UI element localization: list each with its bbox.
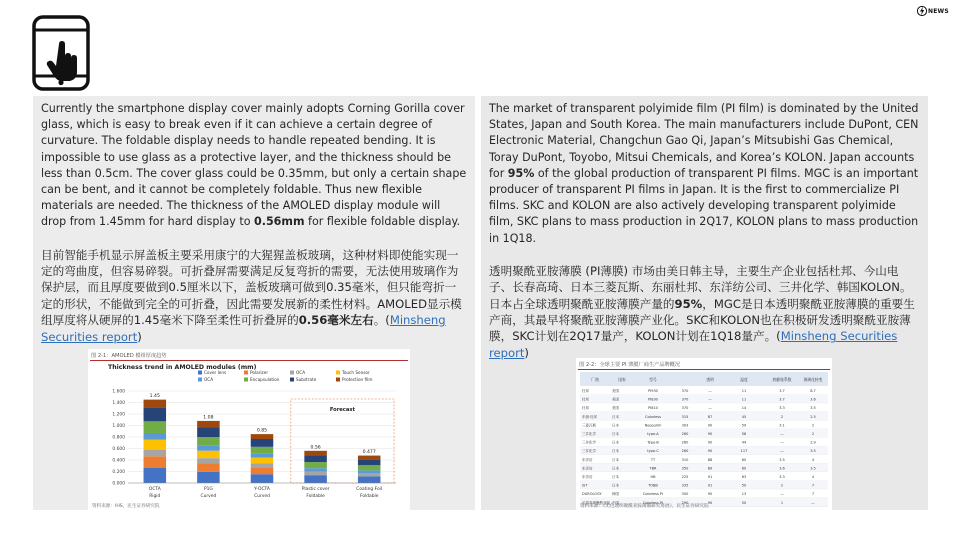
table-cell: 88 bbox=[707, 457, 713, 462]
bar-segment bbox=[144, 456, 167, 468]
table-header-cell: 国家 bbox=[618, 377, 626, 382]
table-cell: 11 bbox=[741, 389, 747, 393]
bar-segment bbox=[358, 459, 381, 465]
bar-segment bbox=[251, 467, 274, 474]
table-cell: 3.5 bbox=[810, 449, 816, 454]
y-tick-label: 1.400 bbox=[112, 401, 125, 407]
table-cell: 东洋纺 bbox=[582, 475, 593, 479]
lightning-icon bbox=[917, 5, 927, 17]
bar-segment bbox=[197, 458, 220, 463]
bar-segment bbox=[144, 400, 167, 408]
legend-label: Substrate bbox=[296, 377, 317, 382]
bar-segment bbox=[197, 446, 220, 451]
table-cell: 89 bbox=[707, 466, 713, 471]
pi-film-table-figure bbox=[576, 358, 832, 511]
table-cell: 日本 bbox=[612, 414, 619, 419]
forecast-label: Forecast bbox=[329, 407, 355, 413]
table-cell: 63 bbox=[741, 475, 747, 479]
table-cell: Colorless PI bbox=[642, 500, 664, 505]
bar-segment bbox=[197, 472, 220, 483]
y-tick-label: 1.200 bbox=[112, 412, 125, 418]
table-cell: 2.9 bbox=[810, 440, 816, 445]
table-cell: 50 bbox=[741, 483, 747, 488]
table-cell: 三井化学 bbox=[582, 432, 596, 436]
table-cell: 韩国 bbox=[612, 492, 619, 497]
table-cell: 杜邦 bbox=[582, 406, 589, 411]
table-cell: 3.6 bbox=[779, 466, 785, 471]
bar-value-label: 1.45 bbox=[149, 394, 160, 400]
figure-caption: 图 2-1：AMOLED 模组厚度趋势 bbox=[91, 353, 167, 359]
x-category-label: Y-OCTA bbox=[254, 487, 270, 492]
legend-swatch bbox=[336, 378, 340, 382]
y-tick-label: 0.400 bbox=[112, 458, 125, 464]
bar-segment bbox=[304, 468, 327, 471]
table-cell: 90 bbox=[707, 500, 713, 505]
table-cell: — bbox=[780, 492, 784, 497]
table-cell: 美国 bbox=[612, 389, 619, 393]
legend-swatch bbox=[290, 378, 294, 382]
table-cell: 美国 bbox=[612, 397, 619, 402]
table-cell: 东洋纺 bbox=[582, 457, 593, 462]
chart-title: Thickness trend in AMOLED modules (mm) bbox=[108, 364, 257, 371]
amoled-thickness-figure bbox=[88, 349, 410, 511]
x-category-label: OCTA bbox=[148, 487, 161, 492]
table-cell: 315 bbox=[681, 414, 689, 419]
table-cell: 87 bbox=[707, 414, 713, 419]
legend-label: Cover lens bbox=[204, 370, 227, 375]
table-cell: — bbox=[780, 432, 784, 436]
table-header-cell: 透明 bbox=[706, 377, 714, 382]
left-chinese-paragraph: 目前智能手机显示屏盖板主要采用康宁的大猩猩盖板玻璃，这种材料即使能实现一定的弯曲度，但容易碎裂。可折叠屏需要满足反复弯折的需要，无法使用玻璃作为保护层，而且厚度要做到0.5厘米以下，盖板玻璃可做到0.35毫米，但只能弯折一定的形状，不能做到完全的可折叠，因此需要发展新的柔性材料。AMOLED显示模组厚度将从硬屏的1.45毫米下降至柔性可折叠屏的0.56毫米左右。(Minsheng Securities report) bbox=[41, 247, 462, 344]
bar-segment bbox=[144, 450, 167, 457]
table-cell: type-A bbox=[647, 432, 659, 436]
table-cell: — bbox=[780, 449, 784, 454]
legend-swatch bbox=[336, 371, 340, 375]
table-cell: TOBB bbox=[648, 483, 658, 488]
table-cell: 90 bbox=[707, 423, 713, 428]
bar-segment bbox=[251, 474, 274, 483]
table-cell: PI810 bbox=[648, 406, 658, 411]
bar-segment bbox=[358, 465, 381, 470]
legend-label: Protection film bbox=[342, 377, 373, 382]
minsheng-report-link-left[interactable]: Minsheng Securities report bbox=[41, 313, 446, 344]
table-cell: 3.7 bbox=[779, 397, 785, 402]
y-tick-label: 0.800 bbox=[112, 435, 125, 441]
table-cell: 60 bbox=[741, 466, 747, 471]
table-cell: 335 bbox=[681, 483, 689, 488]
table-cell: PI830 bbox=[648, 397, 658, 402]
table-header-cell: 厂商 bbox=[591, 377, 599, 382]
table-cell: 90 bbox=[707, 432, 713, 436]
table-header-cell: 温度 bbox=[740, 377, 748, 382]
table-source: 资料来源：《无色透明聚酰亚胺薄膜研究进展》，民生证券研究院 bbox=[580, 504, 709, 509]
legend-label: Polarizer bbox=[250, 370, 269, 375]
table-cell: 日本 bbox=[612, 432, 619, 436]
table-cell: 260 bbox=[681, 440, 689, 445]
table-cell: 三井化学 bbox=[582, 440, 596, 445]
table-cell: 东洋纺 bbox=[582, 466, 593, 471]
table-cell: Colorless bbox=[645, 414, 661, 419]
bar-value-label: 0.85 bbox=[256, 428, 268, 434]
table-cell: 2 bbox=[780, 414, 784, 419]
bar-segment bbox=[144, 468, 167, 483]
bar-segment bbox=[358, 456, 381, 460]
table-cell: — bbox=[811, 500, 815, 505]
x-category-label: Coating Foil bbox=[356, 487, 383, 492]
table-cell: PI930 bbox=[648, 389, 658, 393]
right-english-paragraph: The market of transparent polyimide film (PI film) is dominated by the United States, Japan and South Korea. The main manufacturers include DuPont, CEN Electronic Material, Changchun Gao Qi, Japan’s Mitsubishi Gas Chemical, Toray DuPont, Toyobo, Mitsui Chemicals, and Korea’s KOLON. Japan accounts for 95% of the global production of transparent PI films. MGC is an important producer of transparent PI films in Japan. It is the first to commercialize PI films. SKC and KOLON are also actively developing transparent polyimide film, SKC plans to mass production in 2Q17, KOLON plans to mass production in 1Q18. bbox=[489, 102, 919, 245]
legend-label: OCA bbox=[204, 377, 214, 382]
table-cell: 日本 bbox=[612, 440, 619, 445]
table-cell: 370 bbox=[681, 406, 689, 411]
table-cell: 14 bbox=[741, 406, 747, 411]
table-cell: 91 bbox=[707, 475, 713, 479]
minsheng-report-link-right[interactable]: Minsheng Securities report bbox=[489, 329, 898, 360]
y-tick-label: 0.000 bbox=[112, 481, 125, 487]
table-cell: Colorless PI bbox=[642, 492, 664, 497]
table-cell: 杜邦 bbox=[582, 397, 589, 402]
bar-segment bbox=[197, 463, 220, 472]
table-cell: 90 bbox=[707, 440, 713, 445]
table-cell: 310 bbox=[681, 457, 689, 462]
table-cell: 三井化学 bbox=[582, 449, 596, 454]
table-cell: 350 bbox=[681, 466, 689, 471]
table-cell: 杜邦 bbox=[582, 389, 589, 393]
table-cell: 2 bbox=[780, 483, 784, 488]
bar-segment bbox=[251, 439, 274, 447]
table-cell: 91 bbox=[707, 483, 713, 488]
bar-segment bbox=[251, 447, 274, 454]
legend-swatch bbox=[244, 371, 248, 375]
table-cell: — bbox=[708, 389, 712, 393]
table-cell: 260 bbox=[681, 449, 689, 454]
table-header-cell: 玻璃化转变 bbox=[803, 377, 823, 382]
y-tick-label: 0.600 bbox=[112, 447, 125, 453]
table-cell: — bbox=[708, 397, 712, 402]
table-cell: 8.7 bbox=[810, 389, 816, 393]
bar-value-label: 0.477 bbox=[362, 450, 376, 456]
legend-label: Encapsulation bbox=[250, 377, 280, 382]
table-cell: Type-B bbox=[647, 440, 659, 445]
table-cell: 90 bbox=[707, 492, 713, 497]
table-cell: 370 bbox=[681, 397, 689, 402]
table-cell: 300 bbox=[681, 492, 689, 497]
table-cell: 44 bbox=[741, 440, 747, 445]
table-cell: 303 bbox=[681, 423, 689, 428]
table-cell: TBR bbox=[649, 466, 657, 471]
table-cell: 7 bbox=[811, 492, 815, 497]
table-cell: 2 bbox=[811, 423, 815, 428]
table-cell: 日本 bbox=[612, 449, 619, 454]
legend-swatch bbox=[290, 371, 294, 375]
bar-segment bbox=[144, 408, 167, 421]
x-subcategory-label: Foldable bbox=[359, 494, 379, 499]
table-cell: IST bbox=[582, 483, 588, 488]
table-cell: 中国 bbox=[612, 500, 619, 505]
x-subcategory-label: Curved bbox=[200, 494, 217, 499]
x-subcategory-label: Curved bbox=[254, 494, 270, 499]
brand-logo bbox=[917, 3, 951, 19]
bar-segment bbox=[197, 421, 220, 427]
bar-segment bbox=[304, 475, 327, 483]
table-cell: 45 bbox=[741, 414, 747, 419]
table-cell: — bbox=[708, 406, 712, 411]
table-cell: 59 bbox=[741, 423, 747, 428]
bar-segment bbox=[251, 458, 274, 464]
x-category-label: Plastic cover bbox=[301, 487, 330, 492]
legend-swatch bbox=[198, 371, 202, 375]
table-cell: 3.3 bbox=[779, 406, 785, 411]
table-cell: DUROLOGY bbox=[582, 492, 602, 497]
y-tick-label: 1.000 bbox=[112, 424, 125, 430]
table-cell: type-C bbox=[647, 449, 659, 454]
table-cell: 7 bbox=[811, 483, 815, 488]
table-cell: 290 bbox=[681, 500, 689, 505]
bar-segment bbox=[358, 473, 381, 476]
bar-segment bbox=[304, 455, 327, 462]
table-cell: 60 bbox=[741, 457, 747, 462]
table-cell: 260 bbox=[681, 432, 689, 436]
table-cell: 2.5 bbox=[810, 414, 816, 419]
table-cell: 3.5 bbox=[810, 406, 816, 411]
table-cell: 长春高琦聚酰亚胺 bbox=[582, 500, 610, 505]
right-chinese-paragraph: 透明聚酰亚胺薄膜 (PI薄膜) 市场由美日韩主导，主要生产企业包括杜邦、今山电子、长春高琦、日本三菱瓦斯、东丽杜邦、东洋纺公司、三井化学、韩国KOLON。日本占全球透明聚酰亚胺薄膜产量的95%，MGC是日本透明聚酰亚胺薄膜的重要生产商，其最早将聚酰亚胺薄膜产业化。SKC和KOLON也在积极研发透明聚酰亚胺薄膜，SKC计划在2Q17量产，KOLON计划在1Q18量产。(Minsheng Securities report) bbox=[489, 263, 915, 360]
table-cell: 日本 bbox=[612, 483, 619, 488]
table-cell: 58 bbox=[741, 432, 747, 436]
figure-source: 资料来源：IHS，民生证券研究院 bbox=[92, 504, 160, 509]
bar-value-label: 0.56 bbox=[310, 445, 321, 451]
y-tick-label: 0.200 bbox=[112, 470, 125, 476]
table-cell: 225 bbox=[681, 475, 689, 479]
table-cell: 三菱瓦斯 bbox=[582, 423, 596, 428]
table-cell: 美国 bbox=[612, 406, 619, 411]
table-cell: 3.7 bbox=[779, 389, 785, 393]
brand-logo-text: NEWS bbox=[928, 7, 949, 15]
bar-segment bbox=[144, 421, 167, 433]
bar-segment bbox=[251, 434, 274, 439]
bar-segment bbox=[358, 476, 381, 483]
table-header-cell: 热膨胀系数 bbox=[772, 377, 792, 382]
bar-segment bbox=[144, 433, 167, 440]
table-cell: 东丽·杜邦 bbox=[582, 414, 598, 419]
table-cell: 90 bbox=[707, 449, 713, 454]
bar-segment bbox=[197, 451, 220, 458]
legend-label: Touch Sensor bbox=[342, 370, 370, 375]
table-cell: HB bbox=[650, 475, 656, 479]
bar-segment bbox=[251, 463, 274, 467]
table-cell: TT bbox=[650, 457, 656, 462]
table-cell: Neopulim bbox=[644, 423, 662, 428]
table-cell: — bbox=[780, 440, 784, 445]
bar-value-label: 1.08 bbox=[203, 415, 214, 421]
table-cell: 日本 bbox=[612, 457, 619, 462]
table-cell: 13 bbox=[741, 492, 747, 497]
pi-film-table bbox=[576, 370, 832, 510]
table-cell: 3.5 bbox=[779, 457, 785, 462]
smartphone-touch-icon bbox=[30, 14, 92, 92]
table-cell: 日本 bbox=[612, 423, 619, 428]
table-cell: 3.3 bbox=[779, 475, 785, 479]
table-cell: 4 bbox=[811, 475, 815, 479]
bar-segment bbox=[251, 454, 274, 458]
table-cell: 11 bbox=[741, 397, 747, 402]
bar-segment bbox=[304, 472, 327, 475]
y-tick-label: 1.600 bbox=[112, 389, 125, 395]
x-category-label: P1G bbox=[203, 487, 213, 492]
table-cell: 日本 bbox=[612, 475, 619, 479]
amoled-thickness-chart bbox=[88, 361, 410, 509]
table-cell: 1 bbox=[780, 500, 784, 505]
table-cell: 50 bbox=[741, 500, 747, 505]
table-caption: 图 2-2：全球主要 PI 薄膜厂商生产品牌概况 bbox=[579, 362, 681, 368]
legend-swatch bbox=[244, 378, 248, 382]
x-subcategory-label: Rigid bbox=[149, 494, 161, 499]
table-cell: 2 bbox=[811, 432, 815, 436]
bar-segment bbox=[197, 437, 220, 446]
bar-segment bbox=[197, 427, 220, 437]
table-cell: 370 bbox=[681, 389, 689, 393]
table-cell: 117 bbox=[740, 449, 748, 454]
table-header-cell: 型号 bbox=[649, 377, 657, 382]
bar-segment bbox=[304, 451, 327, 455]
left-english-paragraph: Currently the smartphone display cover mainly adopts Corning Gorilla cover glass, which is easy to break even if it can achieve a certain degree of curvature. The foldable display needs to handle repeated bending. It is impossible to use glass as a protective layer, and the thickness should be less than 0.5cm. The cover glass could be 0.35mm, but only a certain shape can be bent, and it cannot be completely foldable. Thus new flexible materials are needed. The thickness of the AMOLED display module will drop from 1.45mm for hard display to 0.56mm for flexible foldable display. bbox=[41, 102, 467, 229]
legend-swatch bbox=[198, 378, 202, 382]
table-cell: 3.5 bbox=[810, 466, 816, 471]
bar-segment bbox=[304, 462, 327, 468]
table-cell: 3.6 bbox=[810, 397, 816, 402]
bar-segment bbox=[144, 440, 167, 450]
bar-segment bbox=[358, 470, 381, 473]
table-cell: 日本 bbox=[612, 466, 619, 471]
x-subcategory-label: Foldable bbox=[306, 494, 325, 499]
table-cell: 3.1 bbox=[779, 423, 785, 428]
table-cell: 4 bbox=[811, 457, 815, 462]
legend-label: OCA bbox=[296, 370, 306, 375]
thickness-highlight: 0.56mm bbox=[254, 215, 305, 229]
